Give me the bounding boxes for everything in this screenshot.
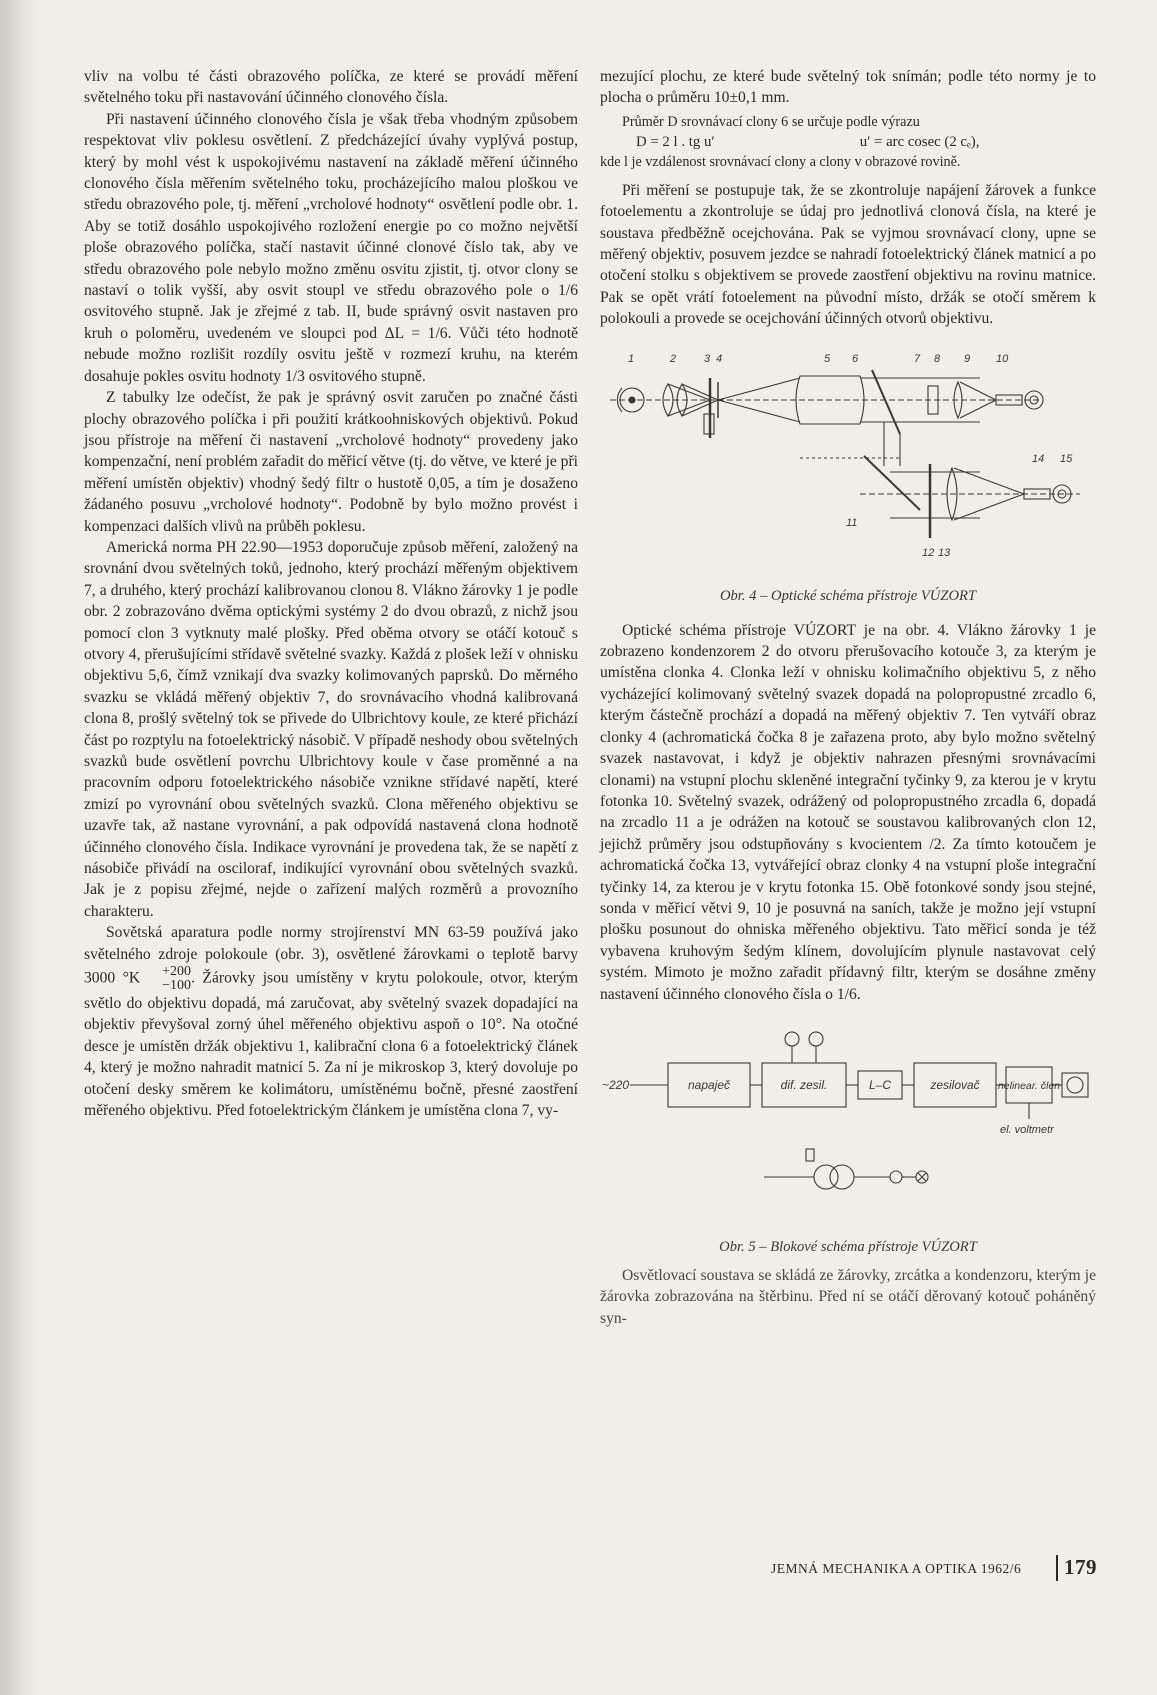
paragraph: Při měření se postupuje tak, že se zkontroluje napájení žárovek a funkce fotoelementu a zkontroluje se údaj pro jednotlivá clonová čísla, na které je soustava předběžně ocejchována. Pak se vyjmou srovnávací clony, upne se měřený objektiv, posuvem jezdce se nahradí fotoelektrický článek matnicí a po otočení stolku s objektivem se provede zaostření objektivu na rovinu matnice. Pak se opět vrátí fotoelement na původní místo, držák se otočí směrem k polokouli a provede se ocejchování účinných otvorů objektivu. [600,181,1096,328]
paragraph: Americká norma PH 22.90—1953 doporučuje způsob měření, založený na srovnání dvou světelných toků, jednoho, který prochází měřeným objektivem 7, a druhého, který prochází kalibrovanou clonou 8. Vlákno žárovky 1 je podle obr. 2 zobrazováno dvěma optickými systémy 2 do dvou obrazů, z nichž jsou pomocí clon 3 vytknuty malé plošky. Před oběma otvory se otáčí kotouč s otvory 4, přerušujícími střídavě světelné svazky. Každá z plošek leží v ohnisku objektivu 5,6, čímž vznikají dva svazky kolimovaných paprsků. Do měrného svazku se vkládá měřený objektiv 7, do srovnávacího vhodná kalibrovaná clona 8, prošlý světelný tok se přivede do Ulbrichtovy koule, ze které přichází část po rozptylu na fotoelektrický násobič. V případě neshody obou světelných svazků bude osvětlení povrchu Ulbrichtovy koule v čase proměnné a na pracovním odporu fotoelektrického násobiče vznikne střídavé napětí, které zmizí po vyrovnání obou světelných svazků. Clona měřeného objektivu se uzavře tak, až nastane vyrovnání, a pak odpovídá nastavená clona hodnotě účinného clonového čísla. Indikace vyrovnání je provedena tak, že se napětí z násobiče přivádí na osciloraf, indikující vyrovnání obou světelných svazků. Jak je z popisu zřejmé, nejde o zařízení malých rozměrů a provozního charakteru. [84,538,578,920]
tolerance [140,965,191,993]
fig4-label: 13 [938,546,951,559]
formula [600,133,1096,152]
paragraph [84,922,578,1121]
page-number: 179 [1064,1555,1097,1579]
formula-right: u′ = arc cosec (2 cₑ), [859,133,980,150]
paragraph: Osvětlovací soustava se skládá ze žárovky, zrcátka a kondenzoru, kterým je žárovka zobrazována na štěrbinu. Před ní se otáčí děrovaný kotouč poháněný syn- [600,1266,1096,1327]
paragraph-text: Sovětská aparatura podle normy strojírenství MN 63-59 používá jako světelného zdroje polokoule (obr. 3), osvětlené žárovkami o teplotě barvy 3000 °K [84,924,578,987]
optical-schema-diagram [600,348,1096,580]
fig4-label: 11 [846,516,858,529]
fig4-label: 4 [716,352,723,365]
fig4-label: 7 [914,352,921,365]
figure-5-caption: Obr. 5 – Blokové schéma přístroje VÚZORT [719,1239,977,1256]
figure-5 [600,1019,1096,1257]
block-schema-diagram [600,1019,1096,1231]
right-column [600,66,1096,1329]
formula-left: D = 2 l . tg u′ [636,133,715,150]
paragraph: mezující plochu, ze které bude světelný tok snímán; podle této normy je to plocha o průměru 10±0,1 mm. [600,68,1096,107]
paragraph: kde l je vzdálenost srovnávací clony a clony v obrazové rovině. [600,153,961,170]
figure-4-caption: Obr. 4 – Optické schéma přístroje VÚZORT [719,588,977,605]
fig4-label: 15 [1060,452,1073,465]
fig4-label: 3 [704,352,711,365]
fig4-label: 8 [934,352,941,365]
fig4-label: 5 [824,352,831,365]
paragraph: vliv na volbu té části obrazového políčka, ze které se provádí měření světelného toku při nastavování účinného clonového čísla. [84,68,578,107]
journal-title: JEMNÁ MECHANIKA A OPTIKA 1962/6 [771,1561,1022,1576]
paragraph: Při nastavení účinného clonového čísla je však třeba vhodným způsobem respektovat vliv poklesu osvětlení. Z předcházející úvahy vyplývá postup, který by mohl vést k uspokojivému nastavení na základě měření účinného clonového čísla měřením světelného toku, procházejícího malou ploškou ve středu obrazového pole, tj. měření „vrcholové hodnoty“ osvětlení podle obr. 1. Aby se totiž dosáhlo uspokojivého rozložení energie po co možno největší ploše obrazového políčka, stačí nastavit účinné clonové číslo tak, aby ve středu obrazového pole nebylo možno změnu osvitu zjistit, tj. otvor clony se nastaví o tolik vyšší, aby osvit stoupl ve středu obrazového pole o 1/6 osvitového stupně. Jak je zřejmé z tab. II, bude správný osvit nastaven pro kruh o poloměru, uvedeném ve sloupci pod ΔL = 1/6. Vůči této hodnotě nebude možno rozlišit rozdíly osvitu ještě v rozmezí kruhu, na kterém dosahuje pokles osvitu hodnoty 1/3 osvitového stupně. [84,110,578,385]
fig4-label: 10 [996,352,1009,365]
fig4-label: 6 [852,352,859,365]
footer-divider [1056,1555,1058,1581]
fig4-label: 2 [670,352,677,365]
fig5-input-label: ~220 [602,1077,630,1092]
fig5-block-label: napaječ [687,1077,731,1092]
fig5-block-label: zesilovač [930,1077,980,1092]
fig5-block-label: dif. zesil. [780,1077,828,1092]
paragraph-text: . Žárovky jsou umístěny v krytu polokoule, otvor, kterým světlo do objektivu dopadá, má zaručovat, aby světelný svazek dopadající na objektiv převyšoval zorný úhel měřeného objektivu aspoň o 10°. Na otočné desce je umístěn držák objektivu 1, kalibrační clona 6 a fotoelektrický článek 4, který je možno nahradit matnicí 5. Za ní je mikroskop 3, který dovoluje po otočení desky směrem ke kolimátoru, umístěnému bočně, přesné zaostření měřeného objektivu. Před fotoelektrickým článkem je umístěna clona 7, vy- [84,969,578,1120]
fig5-block-label: nelinear. člen [997,1079,1061,1092]
paragraph: Optické schéma přístroje VÚZORT je na obr. 4. Vlákno žárovky 1 je zobrazeno kondenzorem 2 do otvoru přerušovacího kotouče 3, za kterým je umístěna clonka 4. Clonka leží v ohnisku kolimačního objektivu 5, z něho vycházející kolimovaný světelný svazek dopadá na polopropustné zrcadlo 6, kterým částečně prochází a dopadá na měřený objektiv 7. Ten vytváří obraz clonky 4 (achromatická čočka 8 je zařazena proto, aby bylo možno světelný svazek nastavovat, i když je objektiv nahrazen přesnými srovnávacími clonami) na vstupní plochu skleněné integrační tyčinky 9, za kterou je v krytu fotonka 10. Světelný svazek, odrážený od polopropustného zrcadla 6, dopadá na zrcadlo 11 a je odrážen na kotouč se soustavou kalibrovaných clon 12, jejichž průměry jsou odstupňovány s kvocientem /2. Za tímto kotoučem je achromatická čočka 13, vytvářející obraz clonky 4 na vstupní ploše integrační tyčinky 14, za kterou je v krytu fotonka 15. Obě fotonkové sondy jsou stejné, sonda v měřicí větvi 9, 10 je posuvná na saních, takže je možno její vstupní plošku posunout do ohniska měřeného objektivu. Tato měřicí sonda je též vybavena kruhovým šedým klínem, dovolujícím plynule nastavovat celý systém. Mimoto je možno zařadit přídavný filtr, kterým se dosáhne změny nastavení účinného clonového čísla o 1/6. [600,621,1096,1003]
figure-4 [600,348,1096,608]
left-column [84,66,578,1122]
fig5-voltmeter-label: el. voltmetr [1000,1123,1054,1136]
page-edge-shadow [0,0,40,1695]
tolerance-minus: −100 [162,978,192,994]
fig4-label: 1 [628,352,635,365]
fig4-label: 9 [964,352,971,365]
paragraph: Z tabulky lze odečíst, že pak je správný osvit zaručen po značné části plochy obrazového políčka i při použití krátkoohniskových objektivů. Pokud jsou přístroje na měření či nastavení „vrcholové hodnoty“ provedeny jako kompenzační, není problém zařadit do měřicí větve (tj. do větve, ve které je při měření umístěn objektiv) vhodný šedý filtr o hustotě 0,05, a tím je dosaženo žádaného posuvu „vrcholové hodnoty“. Podobně by bylo možno provést i kompenzaci dalších vlivů na průběh poklesu. [84,389,578,535]
fig5-block-label: L–C [868,1077,892,1092]
fig4-label: 14 [1032,452,1045,465]
tolerance-plus: +200 [162,964,192,980]
page-footer [771,1553,1096,1583]
paragraph: Průměr D srovnávací clony 6 se určuje podle výrazu [622,113,920,130]
fig4-label: 12 [922,546,935,559]
